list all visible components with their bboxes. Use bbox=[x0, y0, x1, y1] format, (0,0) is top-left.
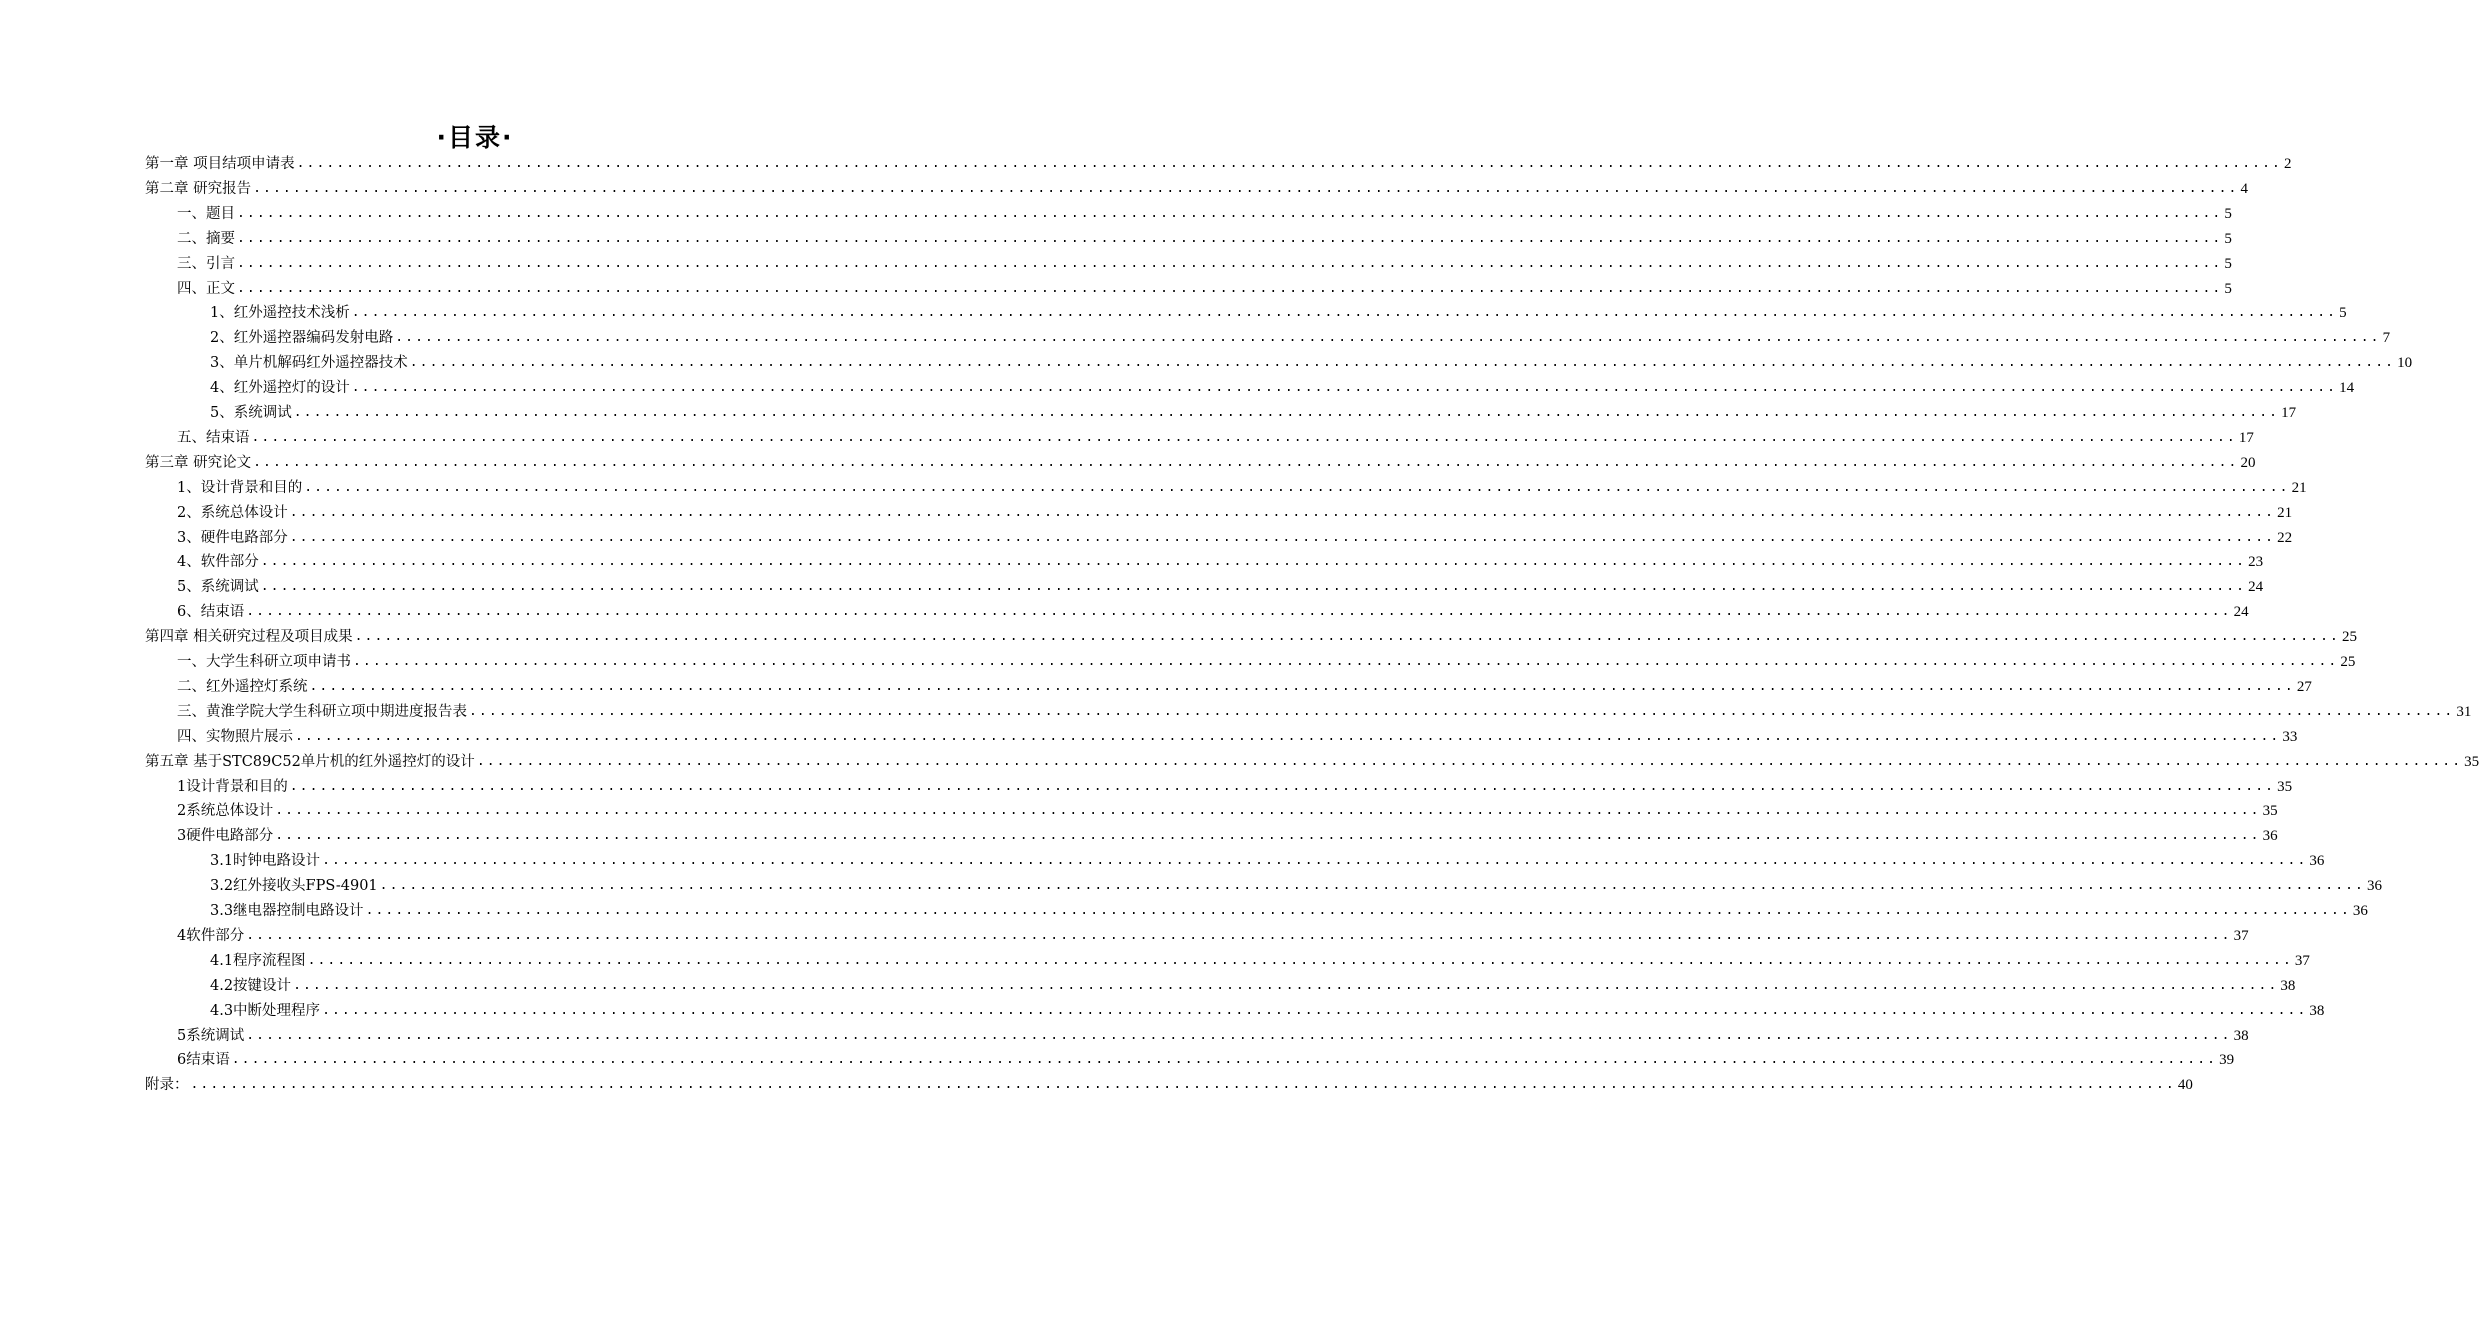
toc-entry[interactable] bbox=[177, 650, 2356, 674]
toc-entry[interactable] bbox=[177, 550, 2264, 574]
toc-entry-label: 3硬件电路部分 bbox=[177, 828, 274, 845]
toc-entry-page-number: 22 bbox=[2277, 529, 2293, 546]
dot-leader: ........................................................................................................................................................................................................ bbox=[251, 429, 2237, 445]
toc-entry[interactable] bbox=[177, 476, 2307, 500]
toc-entry-page-number: 37 bbox=[2233, 927, 2249, 944]
toc-entry-page-number: 5 bbox=[2339, 305, 2347, 322]
toc-entry-label: 4、红外遥控灯的设计 bbox=[210, 380, 350, 397]
toc-entry-label: 3、单片机解码红外遥控器技术 bbox=[210, 355, 408, 372]
toc-entry-page-number: 36 bbox=[2309, 853, 2325, 870]
toc-entry-page-number: 4 bbox=[2240, 180, 2248, 197]
toc-entry[interactable] bbox=[177, 227, 2232, 251]
toc-entry[interactable] bbox=[177, 501, 2293, 525]
toc-entry-label: 4.2按键设计 bbox=[210, 977, 292, 994]
toc-entry-page-number: 20 bbox=[2240, 454, 2256, 471]
toc-entry[interactable] bbox=[177, 277, 2232, 301]
toc-entry-label: 1、设计背景和目的 bbox=[177, 479, 303, 496]
toc-entry-label: 五、结束语 bbox=[177, 429, 250, 446]
dot-leader: ........................................................................................................................................................................................................ bbox=[351, 380, 2338, 396]
toc-entry-label: 5、系统调试 bbox=[210, 405, 292, 421]
toc-entry[interactable] bbox=[177, 799, 2278, 823]
toc-entry-label: 4.1程序流程图 bbox=[210, 952, 306, 969]
toc-entry[interactable] bbox=[210, 899, 2368, 923]
toc-entry-label: 第三章 研究论文 bbox=[145, 454, 252, 471]
dot-leader: ........................................................................................................................................................................................................ bbox=[289, 504, 2276, 520]
toc-entry[interactable] bbox=[210, 301, 2347, 325]
toc-entry-label: 二、摘要 bbox=[177, 230, 235, 247]
dot-leader: ........................................................................................................................................................................................................ bbox=[237, 230, 2223, 246]
dot-leader: ........................................................................................................................................................................................................ bbox=[353, 654, 2339, 669]
toc-entry[interactable] bbox=[210, 949, 2310, 973]
dot-leader: ........................................................................................................................................................................................................ bbox=[365, 903, 2351, 918]
toc-entry-page-number: 37 bbox=[2294, 952, 2310, 969]
toc-entry-page-number: 27 bbox=[2296, 678, 2312, 695]
dot-leader: ........................................................................................................................................................................................................ bbox=[190, 1077, 2176, 1093]
dot-leader: ........................................................................................................................................................................................................ bbox=[293, 405, 2280, 420]
dot-leader: ........................................................................................................................................................................................................ bbox=[260, 554, 2247, 570]
toc-entry-page-number: 5 bbox=[2224, 280, 2232, 297]
toc-entry[interactable] bbox=[210, 999, 2325, 1023]
toc-entry[interactable] bbox=[145, 152, 2292, 176]
dot-leader: ........................................................................................................................................................................................................ bbox=[246, 927, 2232, 943]
dot-leader: ........................................................................................................................................................................................................ bbox=[322, 853, 2308, 869]
dot-leader: ........................................................................................................................................................................................................ bbox=[304, 479, 2290, 495]
toc-entry-label: 第二章 研究报告 bbox=[145, 180, 252, 197]
toc-entry[interactable] bbox=[177, 202, 2232, 226]
toc-entry-label: 4.3中断处理程序 bbox=[210, 1002, 321, 1019]
toc-entry[interactable] bbox=[177, 252, 2232, 276]
dot-leader: ........................................................................................................................................................................................................ bbox=[260, 579, 2247, 595]
toc-entry-page-number: 5 bbox=[2224, 205, 2232, 222]
toc-entry[interactable] bbox=[145, 177, 2248, 201]
toc-entry-page-number: 35 bbox=[2277, 778, 2293, 795]
toc-entry[interactable] bbox=[210, 376, 2355, 400]
toc-entry-label: 第一章 项目结项申请表 bbox=[145, 156, 295, 172]
toc-entry-label: 四、实物照片展示 bbox=[177, 728, 293, 745]
dot-leader: ........................................................................................................................................................................................................ bbox=[309, 678, 2295, 694]
toc-entry-page-number: 35 bbox=[2464, 753, 2479, 770]
toc-entry[interactable] bbox=[177, 725, 2298, 749]
dot-leader: ........................................................................................................................................................................................................ bbox=[237, 280, 2223, 296]
toc-entry-page-number: 39 bbox=[2219, 1052, 2235, 1069]
toc-entry-page-number: 10 bbox=[2397, 355, 2413, 372]
dot-leader: ........................................................................................................................................................................................................ bbox=[469, 703, 2455, 719]
toc-entry[interactable] bbox=[177, 700, 2472, 724]
dot-leader: ........................................................................................................................................................................................................ bbox=[296, 156, 2282, 171]
toc-entry-label: 3、硬件电路部分 bbox=[177, 529, 288, 546]
dot-leader: ........................................................................................................................................................................................................ bbox=[307, 952, 2293, 968]
toc-entry-page-number: 31 bbox=[2456, 703, 2472, 720]
toc-entry-page-number: 25 bbox=[2341, 629, 2357, 646]
toc-entry-label: 2、红外遥控器编码发射电路 bbox=[210, 330, 394, 347]
toc-entry[interactable] bbox=[210, 849, 2325, 873]
toc-entry-page-number: 33 bbox=[2282, 728, 2298, 745]
toc-entry-label: 3.3继电器控制电路设计 bbox=[210, 903, 364, 919]
toc-entry-page-number: 25 bbox=[2340, 654, 2356, 670]
toc-entry-label: 三、黄淮学院大学生科研立项中期进度报告表 bbox=[177, 703, 467, 720]
toc-entry[interactable] bbox=[210, 974, 2296, 998]
toc-entry-label: 1设计背景和目的 bbox=[177, 778, 288, 795]
dot-leader: ........................................................................................................................................................................................................ bbox=[237, 255, 2223, 271]
toc-entry[interactable] bbox=[177, 824, 2278, 848]
toc-entry-label: 第五章 基于STC89C52单片机的红外遥控灯的设计 bbox=[145, 753, 475, 770]
toc-entry-page-number: 17 bbox=[2238, 429, 2254, 446]
dot-leader: ........................................................................................................................................................................................................ bbox=[409, 355, 2396, 371]
dot-leader: ........................................................................................................................................................................................................ bbox=[253, 454, 2239, 470]
dot-leader: ........................................................................................................................................................................................................ bbox=[253, 180, 2239, 196]
toc-entry-page-number: 2 bbox=[2283, 156, 2292, 172]
dot-leader: ........................................................................................................................................................................................................ bbox=[322, 1002, 2308, 1018]
dot-leader: ........................................................................................................................................................................................................ bbox=[295, 728, 2281, 744]
dot-leader: ........................................................................................................................................................................................................ bbox=[351, 305, 2338, 321]
toc-entry-page-number: 17 bbox=[2281, 405, 2297, 421]
toc-entry-label: 二、红外遥控灯系统 bbox=[177, 678, 308, 695]
toc-entry-label: 5系统调试 bbox=[177, 1027, 245, 1044]
toc-entry-label: 3.1时钟电路设计 bbox=[210, 853, 321, 870]
toc-entry[interactable] bbox=[145, 750, 2479, 774]
toc-entry-label: 4、软件部分 bbox=[177, 554, 259, 571]
toc-entry[interactable] bbox=[177, 426, 2254, 450]
toc-entry-label: 1、红外遥控技术浅析 bbox=[210, 305, 350, 322]
toc-entry-label: 三、引言 bbox=[177, 255, 235, 272]
dot-leader: ........................................................................................................................................................................................................ bbox=[289, 529, 2276, 545]
toc-entry-label: 附录： bbox=[145, 1077, 189, 1094]
toc-title: ·目录· bbox=[436, 123, 514, 152]
toc-entry[interactable] bbox=[177, 775, 2293, 799]
dot-leader: ........................................................................................................................................................................................................ bbox=[237, 205, 2223, 221]
toc-entry[interactable] bbox=[210, 351, 2413, 375]
toc-entry-page-number: 38 bbox=[2233, 1027, 2249, 1044]
dot-leader: ........................................................................................................................................................................................................ bbox=[275, 828, 2261, 844]
toc-entry-page-number: 24 bbox=[2248, 579, 2264, 596]
toc-entry-page-number: 40 bbox=[2177, 1077, 2193, 1094]
dot-leader: ........................................................................................................................................................................................................ bbox=[289, 778, 2276, 794]
dot-leader: ........................................................................................................................................................................................................ bbox=[275, 803, 2261, 819]
toc-entry-label: 第四章 相关研究过程及项目成果 bbox=[145, 629, 353, 646]
toc-entry-label: 6、结束语 bbox=[177, 604, 245, 621]
toc-entry-label: 一、题目 bbox=[177, 205, 235, 222]
toc-entry-page-number: 38 bbox=[2309, 1002, 2325, 1019]
toc-entry-page-number: 21 bbox=[2277, 504, 2293, 521]
dot-leader: ........................................................................................................................................................................................................ bbox=[395, 330, 2381, 346]
dot-leader: ........................................................................................................................................................................................................ bbox=[231, 1052, 2218, 1068]
dot-leader: ........................................................................................................................................................................................................ bbox=[293, 977, 2279, 993]
toc-entry-label: 2系统总体设计 bbox=[177, 803, 274, 820]
toc-entry-page-number: 36 bbox=[2367, 878, 2382, 895]
toc-entry-label: 四、正文 bbox=[177, 280, 235, 297]
toc-entry-page-number: 7 bbox=[2382, 330, 2391, 347]
toc-entry-page-number: 36 bbox=[2352, 903, 2368, 919]
toc-entry-page-number: 35 bbox=[2262, 803, 2278, 820]
dot-leader: ........................................................................................................................................................................................................ bbox=[246, 604, 2232, 620]
toc-entry[interactable] bbox=[177, 675, 2312, 699]
toc-entry[interactable] bbox=[145, 451, 2256, 475]
toc-entry[interactable] bbox=[210, 401, 2297, 425]
toc-entry-label: 一、大学生科研立项申请书 bbox=[177, 654, 351, 670]
dot-leader: ........................................................................................................................................................................................................ bbox=[246, 1027, 2232, 1043]
dot-leader: ........................................................................................................................................................................................................ bbox=[354, 629, 2340, 645]
toc-entry-page-number: 5 bbox=[2224, 255, 2232, 272]
toc-entry-page-number: 38 bbox=[2280, 977, 2296, 994]
dot-leader: ........................................................................................................................................................................................................ bbox=[379, 878, 2365, 894]
toc-entry[interactable] bbox=[177, 526, 2293, 550]
toc-entry[interactable] bbox=[145, 625, 2357, 649]
toc-entry-page-number: 5 bbox=[2224, 230, 2232, 247]
toc-entry[interactable] bbox=[177, 1048, 2235, 1072]
toc-entry-page-number: 14 bbox=[2339, 380, 2355, 397]
toc-entry-page-number: 21 bbox=[2291, 479, 2307, 496]
toc-entry[interactable] bbox=[145, 1073, 2193, 1097]
toc-entry[interactable] bbox=[177, 575, 2264, 599]
toc-entry[interactable] bbox=[177, 924, 2249, 948]
toc-entry-page-number: 24 bbox=[2233, 604, 2249, 621]
toc-entry-page-number: 36 bbox=[2262, 828, 2278, 845]
toc-entry-label: 2、系统总体设计 bbox=[177, 504, 288, 521]
toc-entry-page-number: 23 bbox=[2248, 554, 2264, 571]
toc-entry[interactable] bbox=[177, 1024, 2249, 1048]
toc-entry[interactable] bbox=[177, 600, 2249, 624]
dot-leader: ........................................................................................................................................................................................................ bbox=[476, 753, 2463, 769]
toc-entry[interactable] bbox=[210, 326, 2391, 350]
toc-entry[interactable] bbox=[210, 874, 2382, 898]
toc-entry-label: 5、系统调试 bbox=[177, 579, 259, 596]
toc-entry-label: 6结束语 bbox=[177, 1052, 230, 1069]
toc-entry-label: 3.2红外接收头FPS-4901 bbox=[210, 878, 378, 895]
toc-entry-label: 4软件部分 bbox=[177, 927, 245, 944]
